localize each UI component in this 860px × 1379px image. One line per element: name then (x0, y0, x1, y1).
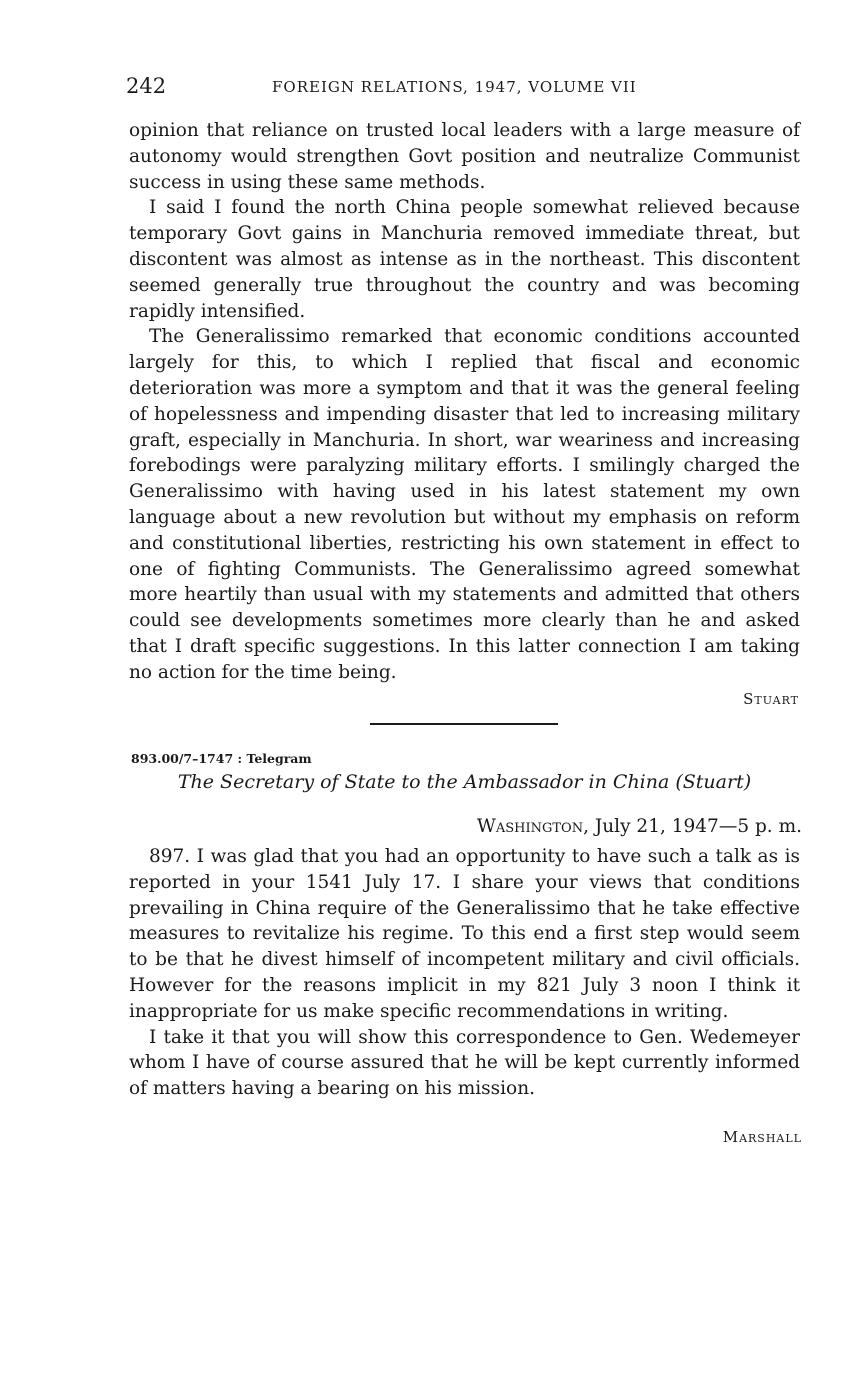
page-number: 242 (126, 74, 167, 98)
letter2-signature: Marshall (722, 1128, 802, 1146)
section-divider (370, 723, 558, 725)
letter1-body (129, 118, 800, 686)
page-header (126, 74, 801, 100)
letter2-body (129, 844, 800, 1102)
dateline (477, 816, 802, 837)
letter2-paragraph: 897. I was glad that you had an opportunity to have such a talk as is reported in your 1541 July 17. I share your views that conditions prevailing in China require of the Generalissimo that he take effective measures to revitalize his regime. To this end a first step would seem to be that he divest himself of incompetent military and civil officials. However for the reasons implicit in my 821 July 3 noon I think it inappropriate for us make specific recommendations in writing. (129, 846, 800, 1022)
letter1-paragraph: opinion that reliance on trusted local leaders with a large measure of autonomy would strengthen Govt position and neutralize Communist success in using these same methods. (129, 120, 800, 193)
document-title: The Secretary of State to the Ambassador in China (Stuart) (177, 771, 752, 793)
letter2-paragraph: I take it that you will show this correspondence to Gen. Wedemeyer whom I have of course assured that he will be kept currently informed of matters having a bearing on his mission. (129, 1026, 800, 1100)
document-reference: 893.00/7–1747 : Telegram (131, 751, 312, 766)
dateline-place: Washington (476, 816, 584, 837)
letter1-paragraph: I said I found the north China people somewhat relieved because temporary Govt gains in Manchuria removed immediate threat, but discontent was almost as intense as in the northeast. This discontent seemed generally true throughout the country and was becoming rapidly intensified. (129, 197, 800, 322)
running-head: FOREIGN RELATIONS, 1947, VOLUME VII (272, 78, 637, 96)
letter1-signature: Stuart (743, 690, 799, 708)
letter1-paragraph: The Generalissimo remarked that economic conditions accounted largely for this, to which I replied that fiscal and economic deterioration was more a symptom and that it was the general feeling of hopelessness and impending disaster that led to increasing military graft, especially in Manchuria. In short, war weariness and increasing forebodings were paralyzing military efforts. I smilingly charged the Generalissimo with having used in his latest statement my own language about a new revolution but without my emphasis on reform and constitutional liberties, restricting his own statement in effect to one of fighting Communists. The Generalissimo agreed somewhat more heartily than usual with my statements and admitted that others could see developments sometimes more clearly than he and asked that I draft specific suggestions. In this latter connection I am taking no action for the time being. (129, 326, 800, 683)
dateline-date: , July 21, 1947—5 p. m. (583, 816, 802, 837)
